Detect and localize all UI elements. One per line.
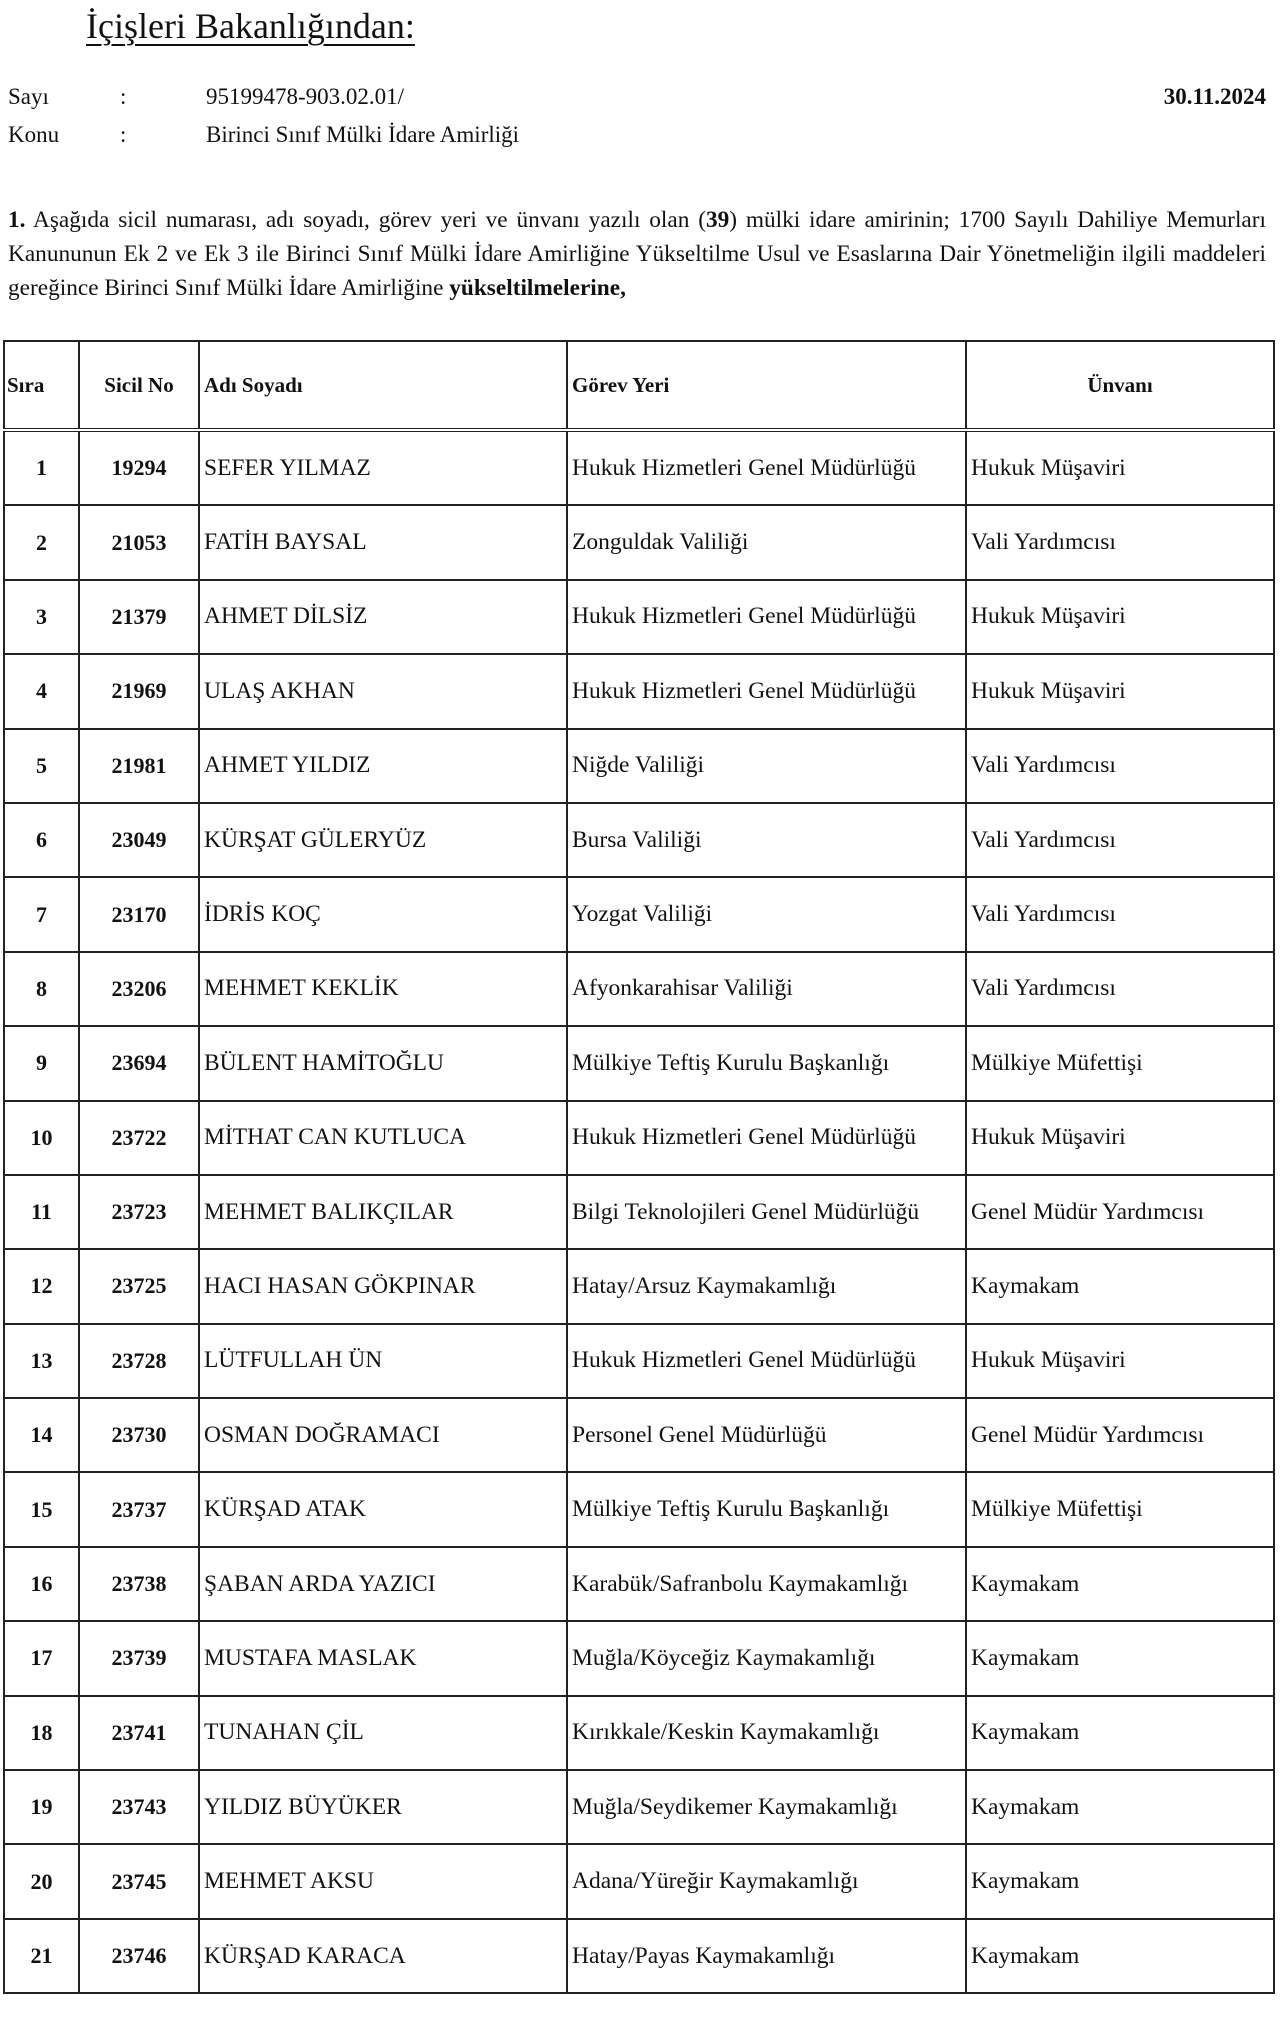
cell-sira: 19 — [4, 1770, 79, 1844]
cell-unvani: Mülkiye Müfettişi — [966, 1472, 1274, 1546]
cell-sicil-no: 21053 — [79, 505, 199, 579]
cell-sicil-no: 23170 — [79, 877, 199, 951]
cell-adi-soyadi: KÜRŞAD ATAK — [199, 1472, 567, 1546]
cell-unvani: Hukuk Müşaviri — [966, 580, 1274, 654]
cell-gorev-yeri: Personel Genel Müdürlüğü — [567, 1398, 966, 1472]
cell-gorev-yeri: Yozgat Valiliği — [567, 877, 966, 951]
cell-unvani: Kaymakam — [966, 1696, 1274, 1770]
cell-unvani: Kaymakam — [966, 1621, 1274, 1695]
table-body — [4, 430, 1274, 1993]
cell-adi-soyadi: AHMET YILDIZ — [199, 729, 567, 803]
cell-adi-soyadi: BÜLENT HAMİTOĞLU — [199, 1026, 567, 1100]
cell-unvani: Kaymakam — [966, 1919, 1274, 1993]
intro-text-part2: ) mülki idare amirinin; 1700 Sayılı Dahiliye Memurları Kanununun Ek 2 ve Ek 3 ile Birinci Sınıf Mülki İdare Amirliğine Yükseltilme Usul ve Esaslarına Dair Yönetmeliğin ilgili maddeleri gereğince Birinci Sınıf Mülki İdare Amirliğine — [8, 207, 1266, 301]
intro-paragraph — [8, 203, 1266, 305]
cell-gorev-yeri: Hukuk Hizmetleri Genel Müdürlüğü — [567, 654, 966, 728]
cell-adi-soyadi: MEHMET KEKLİK — [199, 952, 567, 1026]
cell-sicil-no: 23739 — [79, 1621, 199, 1695]
cell-unvani: Vali Yardımcısı — [966, 952, 1274, 1026]
cell-adi-soyadi: ŞABAN ARDA YAZICI — [199, 1547, 567, 1621]
table-row — [4, 1770, 1274, 1844]
cell-adi-soyadi: KÜRŞAD KARACA — [199, 1919, 567, 1993]
cell-gorev-yeri: Hukuk Hizmetleri Genel Müdürlüğü — [567, 1101, 966, 1175]
cell-sicil-no: 23745 — [79, 1844, 199, 1918]
table-row — [4, 580, 1274, 654]
table-row — [4, 1621, 1274, 1695]
cell-adi-soyadi: YILDIZ BÜYÜKER — [199, 1770, 567, 1844]
cell-sicil-no: 21981 — [79, 729, 199, 803]
cell-sira: 17 — [4, 1621, 79, 1695]
cell-gorev-yeri: Karabük/Safranbolu Kaymakamlığı — [567, 1547, 966, 1621]
page-heading: İçişleri Bakanlığından: — [86, 6, 415, 46]
header-gorev-yeri: Görev Yeri — [567, 341, 966, 430]
cell-unvani: Hukuk Müşaviri — [966, 1324, 1274, 1398]
cell-unvani: Vali Yardımcısı — [966, 877, 1274, 951]
promotion-table — [3, 340, 1275, 1994]
cell-gorev-yeri: Hukuk Hizmetleri Genel Müdürlüğü — [567, 430, 966, 505]
cell-unvani: Kaymakam — [966, 1770, 1274, 1844]
cell-sicil-no: 23049 — [79, 803, 199, 877]
cell-sicil-no: 23728 — [79, 1324, 199, 1398]
cell-gorev-yeri: Zonguldak Valiliği — [567, 505, 966, 579]
cell-sicil-no: 21379 — [79, 580, 199, 654]
cell-gorev-yeri: Hukuk Hizmetleri Genel Müdürlüğü — [567, 580, 966, 654]
cell-sicil-no: 21969 — [79, 654, 199, 728]
table-row — [4, 1696, 1274, 1770]
intro-number: 1. — [8, 207, 26, 233]
header-adi-soyadi: Adı Soyadı — [199, 341, 567, 430]
cell-sicil-no: 23743 — [79, 1770, 199, 1844]
cell-sira: 3 — [4, 580, 79, 654]
cell-sira: 2 — [4, 505, 79, 579]
konu-colon: : — [120, 122, 127, 147]
sayi-colon: : — [120, 84, 127, 109]
cell-gorev-yeri: Bilgi Teknolojileri Genel Müdürlüğü — [567, 1175, 966, 1249]
header-unvani: Ünvanı — [966, 341, 1274, 430]
table-row — [4, 877, 1274, 951]
cell-unvani: Hukuk Müşaviri — [966, 430, 1274, 505]
cell-adi-soyadi: HACI HASAN GÖKPINAR — [199, 1249, 567, 1323]
cell-sicil-no: 23737 — [79, 1472, 199, 1546]
cell-unvani: Vali Yardımcısı — [966, 729, 1274, 803]
header-sira: Sıra — [4, 341, 79, 430]
cell-sira: 13 — [4, 1324, 79, 1398]
cell-sira: 21 — [4, 1919, 79, 1993]
cell-sira: 12 — [4, 1249, 79, 1323]
cell-adi-soyadi: LÜTFULLAH ÜN — [199, 1324, 567, 1398]
konu-row — [0, 118, 1280, 152]
table-row — [4, 505, 1274, 579]
cell-sira: 7 — [4, 877, 79, 951]
cell-unvani: Hukuk Müşaviri — [966, 1101, 1274, 1175]
cell-adi-soyadi: SEFER YILMAZ — [199, 430, 567, 505]
intro-bold-end: yükseltilmelerine, — [449, 275, 626, 301]
table-row — [4, 1844, 1274, 1918]
table-row — [4, 430, 1274, 505]
konu-value: Birinci Sınıf Mülki İdare Amirliği — [206, 122, 520, 147]
cell-sicil-no: 23746 — [79, 1919, 199, 1993]
cell-unvani: Kaymakam — [966, 1249, 1274, 1323]
cell-unvani: Genel Müdür Yardımcısı — [966, 1175, 1274, 1249]
cell-sira: 1 — [4, 430, 79, 505]
sayi-value: 95199478-903.02.01/ — [206, 84, 405, 109]
cell-adi-soyadi: AHMET DİLSİZ — [199, 580, 567, 654]
cell-adi-soyadi: MEHMET AKSU — [199, 1844, 567, 1918]
cell-adi-soyadi: TUNAHAN ÇİL — [199, 1696, 567, 1770]
cell-adi-soyadi: OSMAN DOĞRAMACI — [199, 1398, 567, 1472]
table-row — [4, 1472, 1274, 1546]
cell-unvani: Vali Yardımcısı — [966, 505, 1274, 579]
cell-sicil-no: 23741 — [79, 1696, 199, 1770]
cell-adi-soyadi: MEHMET BALIKÇILAR — [199, 1175, 567, 1249]
cell-adi-soyadi: MİTHAT CAN KUTLUCA — [199, 1101, 567, 1175]
cell-sira: 11 — [4, 1175, 79, 1249]
cell-sicil-no: 23206 — [79, 952, 199, 1026]
cell-sira: 10 — [4, 1101, 79, 1175]
cell-sira: 16 — [4, 1547, 79, 1621]
cell-gorev-yeri: Muğla/Seydikemer Kaymakamlığı — [567, 1770, 966, 1844]
cell-sicil-no: 23723 — [79, 1175, 199, 1249]
intro-text-part1: Aşağıda sicil numarası, adı soyadı, görev yeri ve ünvanı yazılı olan ( — [25, 207, 706, 233]
cell-sira: 5 — [4, 729, 79, 803]
cell-unvani: Kaymakam — [966, 1547, 1274, 1621]
cell-adi-soyadi: İDRİS KOÇ — [199, 877, 567, 951]
cell-sicil-no: 23722 — [79, 1101, 199, 1175]
cell-gorev-yeri: Mülkiye Teftiş Kurulu Başkanlığı — [567, 1026, 966, 1100]
table-row — [4, 1249, 1274, 1323]
cell-adi-soyadi: ULAŞ AKHAN — [199, 654, 567, 728]
cell-adi-soyadi: KÜRŞAT GÜLERYÜZ — [199, 803, 567, 877]
cell-sicil-no: 23738 — [79, 1547, 199, 1621]
cell-gorev-yeri: Afyonkarahisar Valiliği — [567, 952, 966, 1026]
table-row — [4, 1547, 1274, 1621]
cell-gorev-yeri: Adana/Yüreğir Kaymakamlığı — [567, 1844, 966, 1918]
cell-sira: 14 — [4, 1398, 79, 1472]
sayi-label: Sayı — [8, 84, 49, 109]
table-row — [4, 1026, 1274, 1100]
table-row — [4, 952, 1274, 1026]
table-row — [4, 1919, 1274, 1993]
cell-gorev-yeri: Niğde Valiliği — [567, 729, 966, 803]
cell-unvani: Mülkiye Müfettişi — [966, 1026, 1274, 1100]
cell-unvani: Vali Yardımcısı — [966, 803, 1274, 877]
table-row — [4, 1324, 1274, 1398]
cell-gorev-yeri: Muğla/Köyceğiz Kaymakamlığı — [567, 1621, 966, 1695]
table-row — [4, 1175, 1274, 1249]
cell-gorev-yeri: Mülkiye Teftiş Kurulu Başkanlığı — [567, 1472, 966, 1546]
konu-label: Konu — [8, 122, 60, 147]
cell-sira: 8 — [4, 952, 79, 1026]
cell-gorev-yeri: Hatay/Arsuz Kaymakamlığı — [567, 1249, 966, 1323]
intro-count: 39 — [705, 207, 730, 233]
table-row — [4, 729, 1274, 803]
cell-adi-soyadi: FATİH BAYSAL — [199, 505, 567, 579]
table-row — [4, 1398, 1274, 1472]
table-header-row — [4, 341, 1274, 430]
table-row — [4, 803, 1274, 877]
cell-sira: 15 — [4, 1472, 79, 1546]
cell-gorev-yeri: Hatay/Payas Kaymakamlığı — [567, 1919, 966, 1993]
cell-adi-soyadi: MUSTAFA MASLAK — [199, 1621, 567, 1695]
table-row — [4, 654, 1274, 728]
document-date: 30.11.2024 — [1163, 84, 1266, 109]
cell-unvani: Genel Müdür Yardımcısı — [966, 1398, 1274, 1472]
cell-sicil-no: 23725 — [79, 1249, 199, 1323]
cell-sira: 6 — [4, 803, 79, 877]
cell-sira: 9 — [4, 1026, 79, 1100]
table-row — [4, 1101, 1274, 1175]
cell-unvani: Hukuk Müşaviri — [966, 654, 1274, 728]
cell-gorev-yeri: Bursa Valiliği — [567, 803, 966, 877]
cell-sicil-no: 23730 — [79, 1398, 199, 1472]
cell-sicil-no: 19294 — [79, 430, 199, 505]
cell-sira: 20 — [4, 1844, 79, 1918]
cell-sicil-no: 23694 — [79, 1026, 199, 1100]
cell-sira: 4 — [4, 654, 79, 728]
cell-unvani: Kaymakam — [966, 1844, 1274, 1918]
sayi-row — [0, 80, 1280, 114]
cell-sira: 18 — [4, 1696, 79, 1770]
cell-gorev-yeri: Hukuk Hizmetleri Genel Müdürlüğü — [567, 1324, 966, 1398]
cell-gorev-yeri: Kırıkkale/Keskin Kaymakamlığı — [567, 1696, 966, 1770]
header-sicil-no: Sicil No — [79, 341, 199, 430]
